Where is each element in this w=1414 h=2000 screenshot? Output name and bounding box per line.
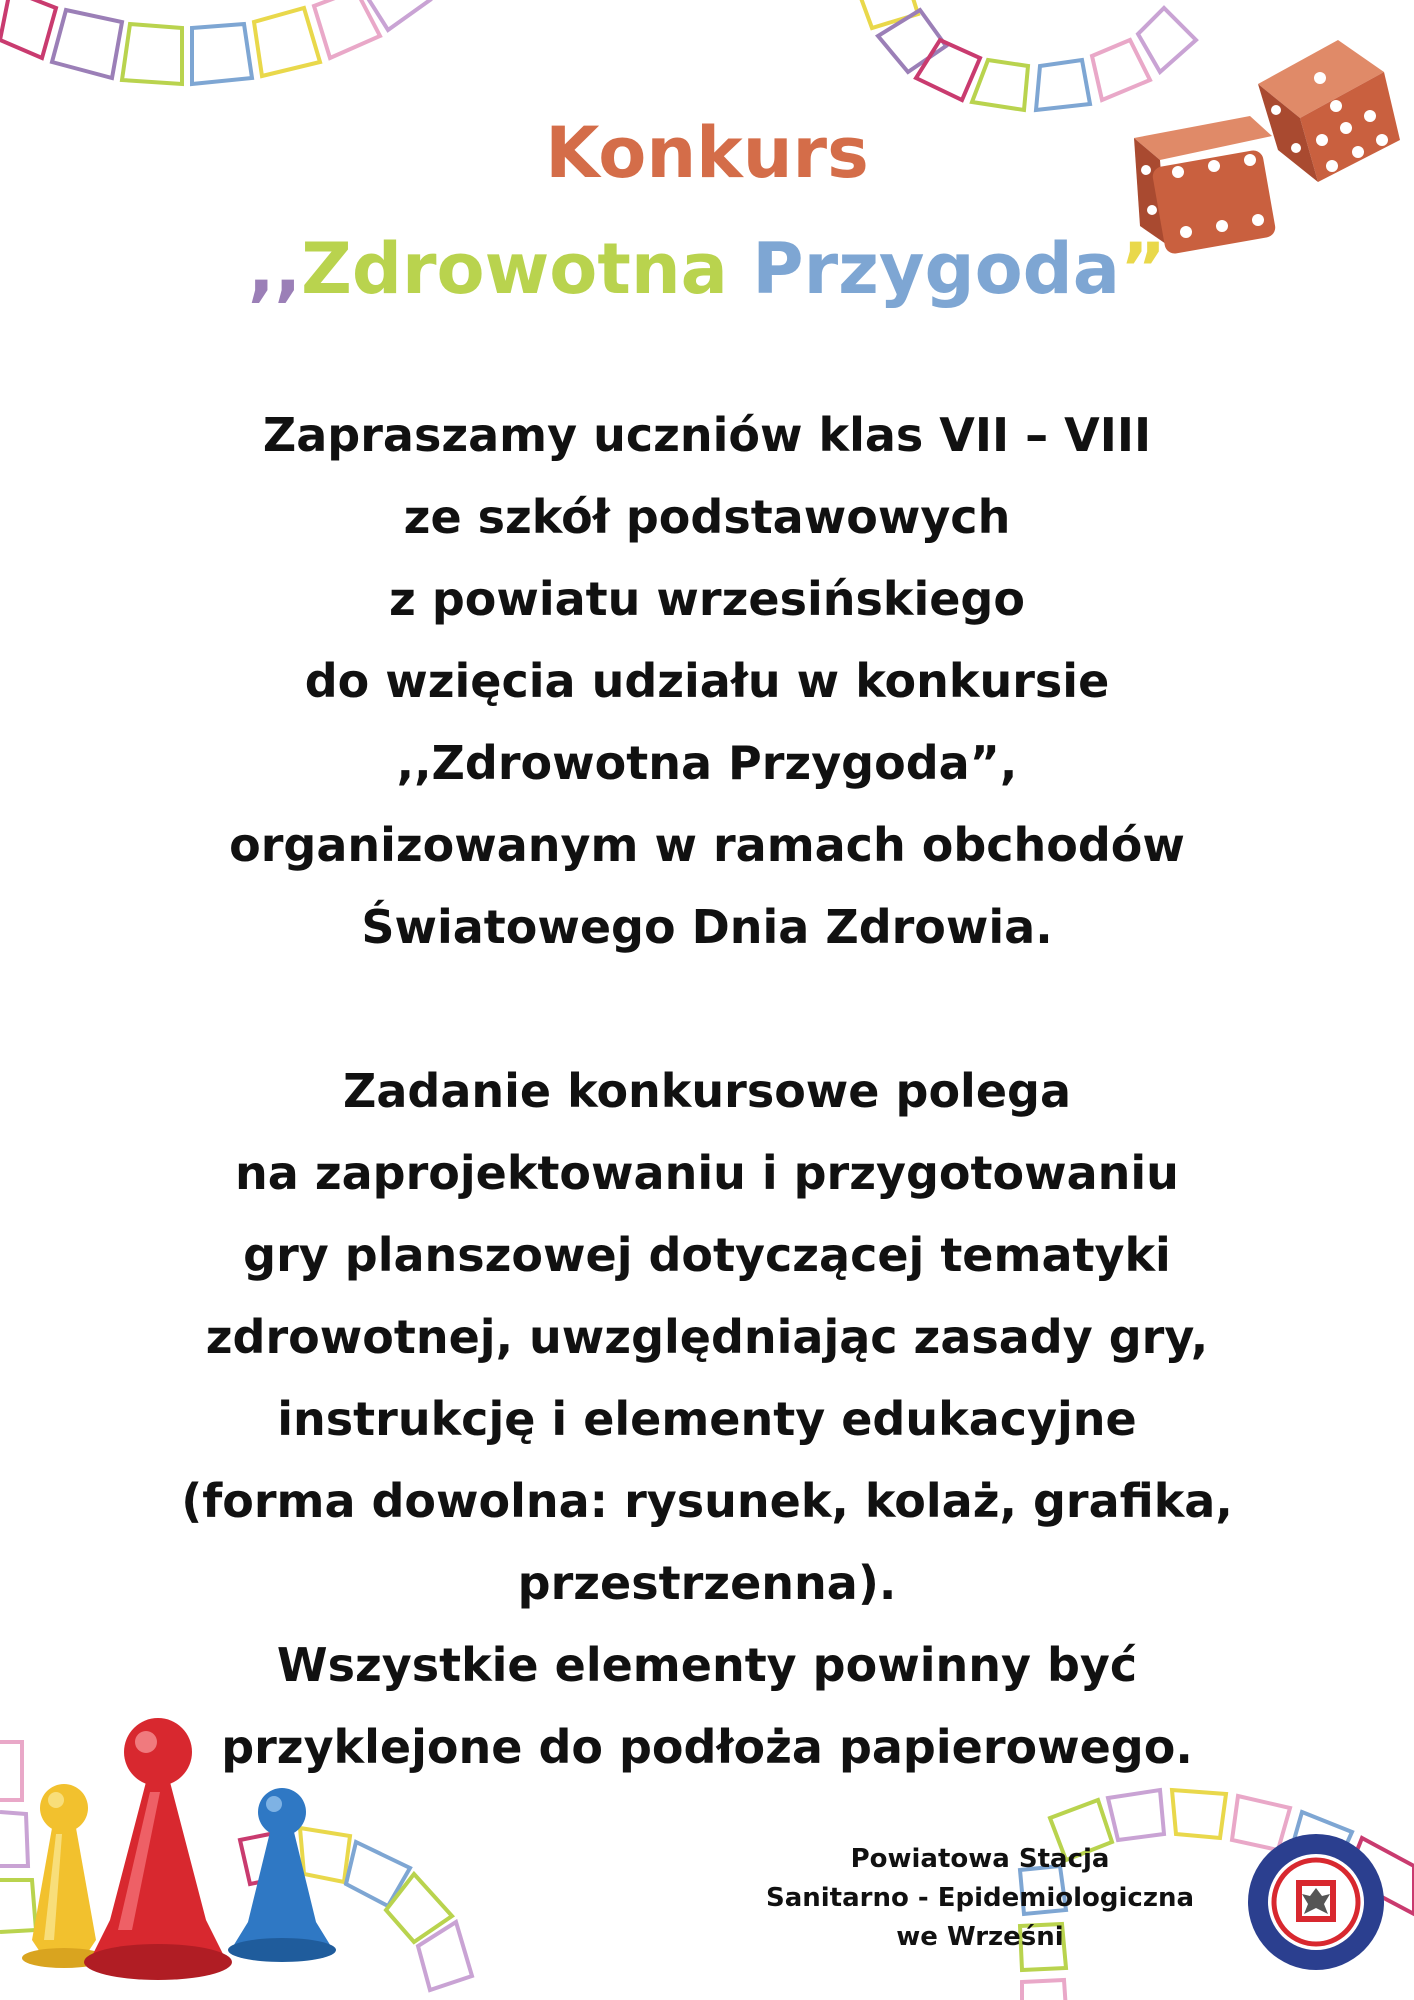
task-line: na zaprojektowaniu i przygotowaniu [235,1146,1179,1200]
invitation-line: do wzięcia udziału w konkursie [304,654,1110,708]
board-path-top-left [0,0,470,84]
title-contest-name [0,228,1414,310]
task-line: instrukcję i elementy edukacyjne [277,1392,1137,1446]
task-line: Wszystkie elementy powinny być [276,1638,1138,1692]
invitation-paragraph [60,394,1354,968]
board-path-top-right [858,0,1196,110]
task-line: (forma dowolna: rysunek, kolaż, grafika, [181,1474,1233,1528]
invitation-line: ze szkół podstawowych [403,490,1011,544]
organizer-line: Powiatowa Stacja [850,1844,1110,1874]
task-line: zdrowotnej, uwzględniając zasady gry, [205,1310,1209,1364]
invitation-line: z powiatu wrzesińskiego [389,572,1025,626]
title-quote-open: ,, [247,228,302,310]
invitation-line: Zapraszamy uczniów klas VII – VIII [262,408,1152,462]
task-line: Zadanie konkursowe polega [343,1064,1071,1118]
organizer-line: we Wrześni [896,1922,1064,1952]
task-line: przyklejone do podłoża papierowego. [221,1720,1193,1774]
title-word-przygoda: Przygoda [752,228,1121,310]
pawn-blue [228,1788,336,1962]
invitation-line: ,,Zdrowotna Przygoda”, [396,736,1018,790]
task-paragraph [60,1050,1354,1788]
organizer-block [720,1840,1240,1957]
task-line: gry planszowej dotyczącej tematyki [243,1228,1171,1282]
task-line: przestrzenna). [517,1556,897,1610]
title-konkurs: Konkurs [545,112,869,194]
organizer-line: Sanitarno - Epidemiologiczna [765,1883,1195,1913]
invitation-line: Światowego Dnia Zdrowia. [361,900,1053,954]
title-word-zdrowotna: Zdrowotna [301,228,728,310]
title-quote-close: ” [1120,228,1167,310]
invitation-line: organizowanym w ramach obchodów [229,818,1185,872]
pawn-yellow [22,1784,106,1968]
inspection-logo-emblem [1248,1834,1384,1970]
